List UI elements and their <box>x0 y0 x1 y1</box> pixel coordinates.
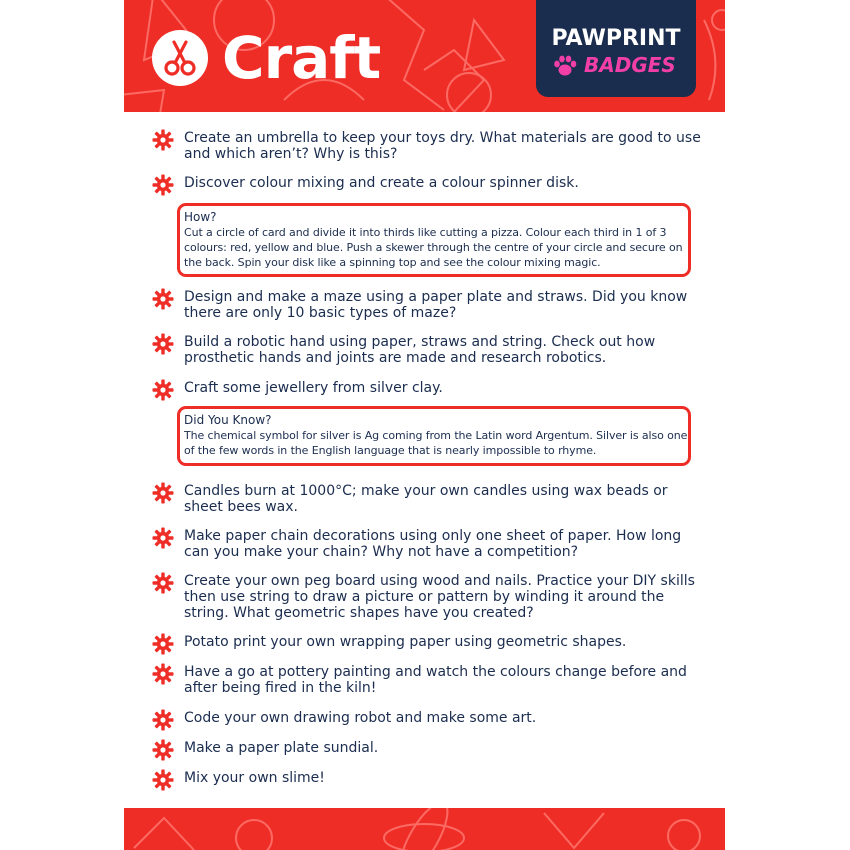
item-text: Craft some jewellery from silver clay. <box>184 380 443 396</box>
gear-icon <box>151 128 175 152</box>
logo-text-bottom: BADGES <box>584 53 676 77</box>
paw-icon <box>552 55 578 77</box>
craft-page <box>124 0 725 850</box>
item-text: Create your own peg board using wood and nails. Practice your DIY skills then use string to draw a picture or pattern by winding it around the string. What geometric shapes have you created? <box>184 573 695 621</box>
item-text: Have a go at pottery painting and watch the colours change before and after being fired in the kiln! <box>184 664 687 696</box>
box-text: The chemical symbol for silver is Ag coming from the Latin word Argentum. Silver is also one of the few words in the English language that is nearly impossible to rhyme. <box>184 429 688 457</box>
logo-text-top: PAWPRINT <box>551 26 681 51</box>
gear-icon <box>151 481 175 505</box>
box-title: Did You Know? <box>184 413 272 427</box>
list-item <box>184 770 704 786</box>
item-text: Candles burn at 1000°C; make your own candles using wax beads or sheet bees wax. <box>184 483 668 515</box>
box-title: How? <box>184 210 217 224</box>
header-banner <box>124 0 725 112</box>
gear-icon <box>151 768 175 792</box>
gear-icon <box>151 708 175 732</box>
list-item <box>184 130 704 162</box>
list-item <box>184 634 704 650</box>
item-text: Mix your own slime! <box>184 770 325 786</box>
list-item <box>184 528 704 560</box>
list-item <box>184 664 704 696</box>
item-text: Potato print your own wrapping paper using geometric shapes. <box>184 634 627 650</box>
item-text: Create an umbrella to keep your toys dry. What materials are good to use and which aren’t? Why is this? <box>184 130 701 162</box>
page-title: Craft <box>222 24 381 92</box>
item-text: Code your own drawing robot and make some art. <box>184 710 537 726</box>
scissors-icon <box>152 30 208 86</box>
list-item <box>184 334 704 366</box>
gear-icon <box>151 571 175 595</box>
list-item <box>184 380 704 396</box>
pawprint-badges-logo <box>536 0 696 97</box>
item-text: Make paper chain decorations using only one sheet of paper. How long can you make your chain? Why not have a competition? <box>184 528 682 560</box>
gear-icon <box>151 332 175 356</box>
gear-icon <box>151 378 175 402</box>
gear-icon <box>151 526 175 550</box>
info-box-how <box>177 203 691 277</box>
list-item <box>184 175 704 191</box>
item-text: Make a paper plate sundial. <box>184 740 379 756</box>
gear-icon <box>151 662 175 686</box>
gear-icon <box>151 632 175 656</box>
list-item <box>184 483 704 515</box>
item-text: Design and make a maze using a paper plate and straws. Did you know there are only 10 basic types of maze? <box>184 289 688 321</box>
scissors-badge <box>152 30 208 86</box>
list-item <box>184 289 704 321</box>
item-text: Build a robotic hand using paper, straws and string. Check out how prosthetic hands and joints are made and research robotics. <box>184 334 656 366</box>
gear-icon <box>151 287 175 311</box>
list-item <box>184 740 704 756</box>
info-box-did-you-know <box>177 406 691 466</box>
box-text: Cut a circle of card and divide it into thirds like cutting a pizza. Colour each third in 1 of 3 colours: red, yellow and blue. Push a skewer through the centre of your circle and secure on the back. Spin your disk like a spinning top and see the colour mixing magic. <box>184 226 683 269</box>
gear-icon <box>151 738 175 762</box>
gear-icon <box>151 173 175 197</box>
list-item <box>184 710 704 726</box>
list-item <box>184 573 704 621</box>
item-text: Discover colour mixing and create a colour spinner disk. <box>184 175 579 191</box>
footer-banner <box>124 808 725 850</box>
footer-decoration <box>124 808 725 850</box>
